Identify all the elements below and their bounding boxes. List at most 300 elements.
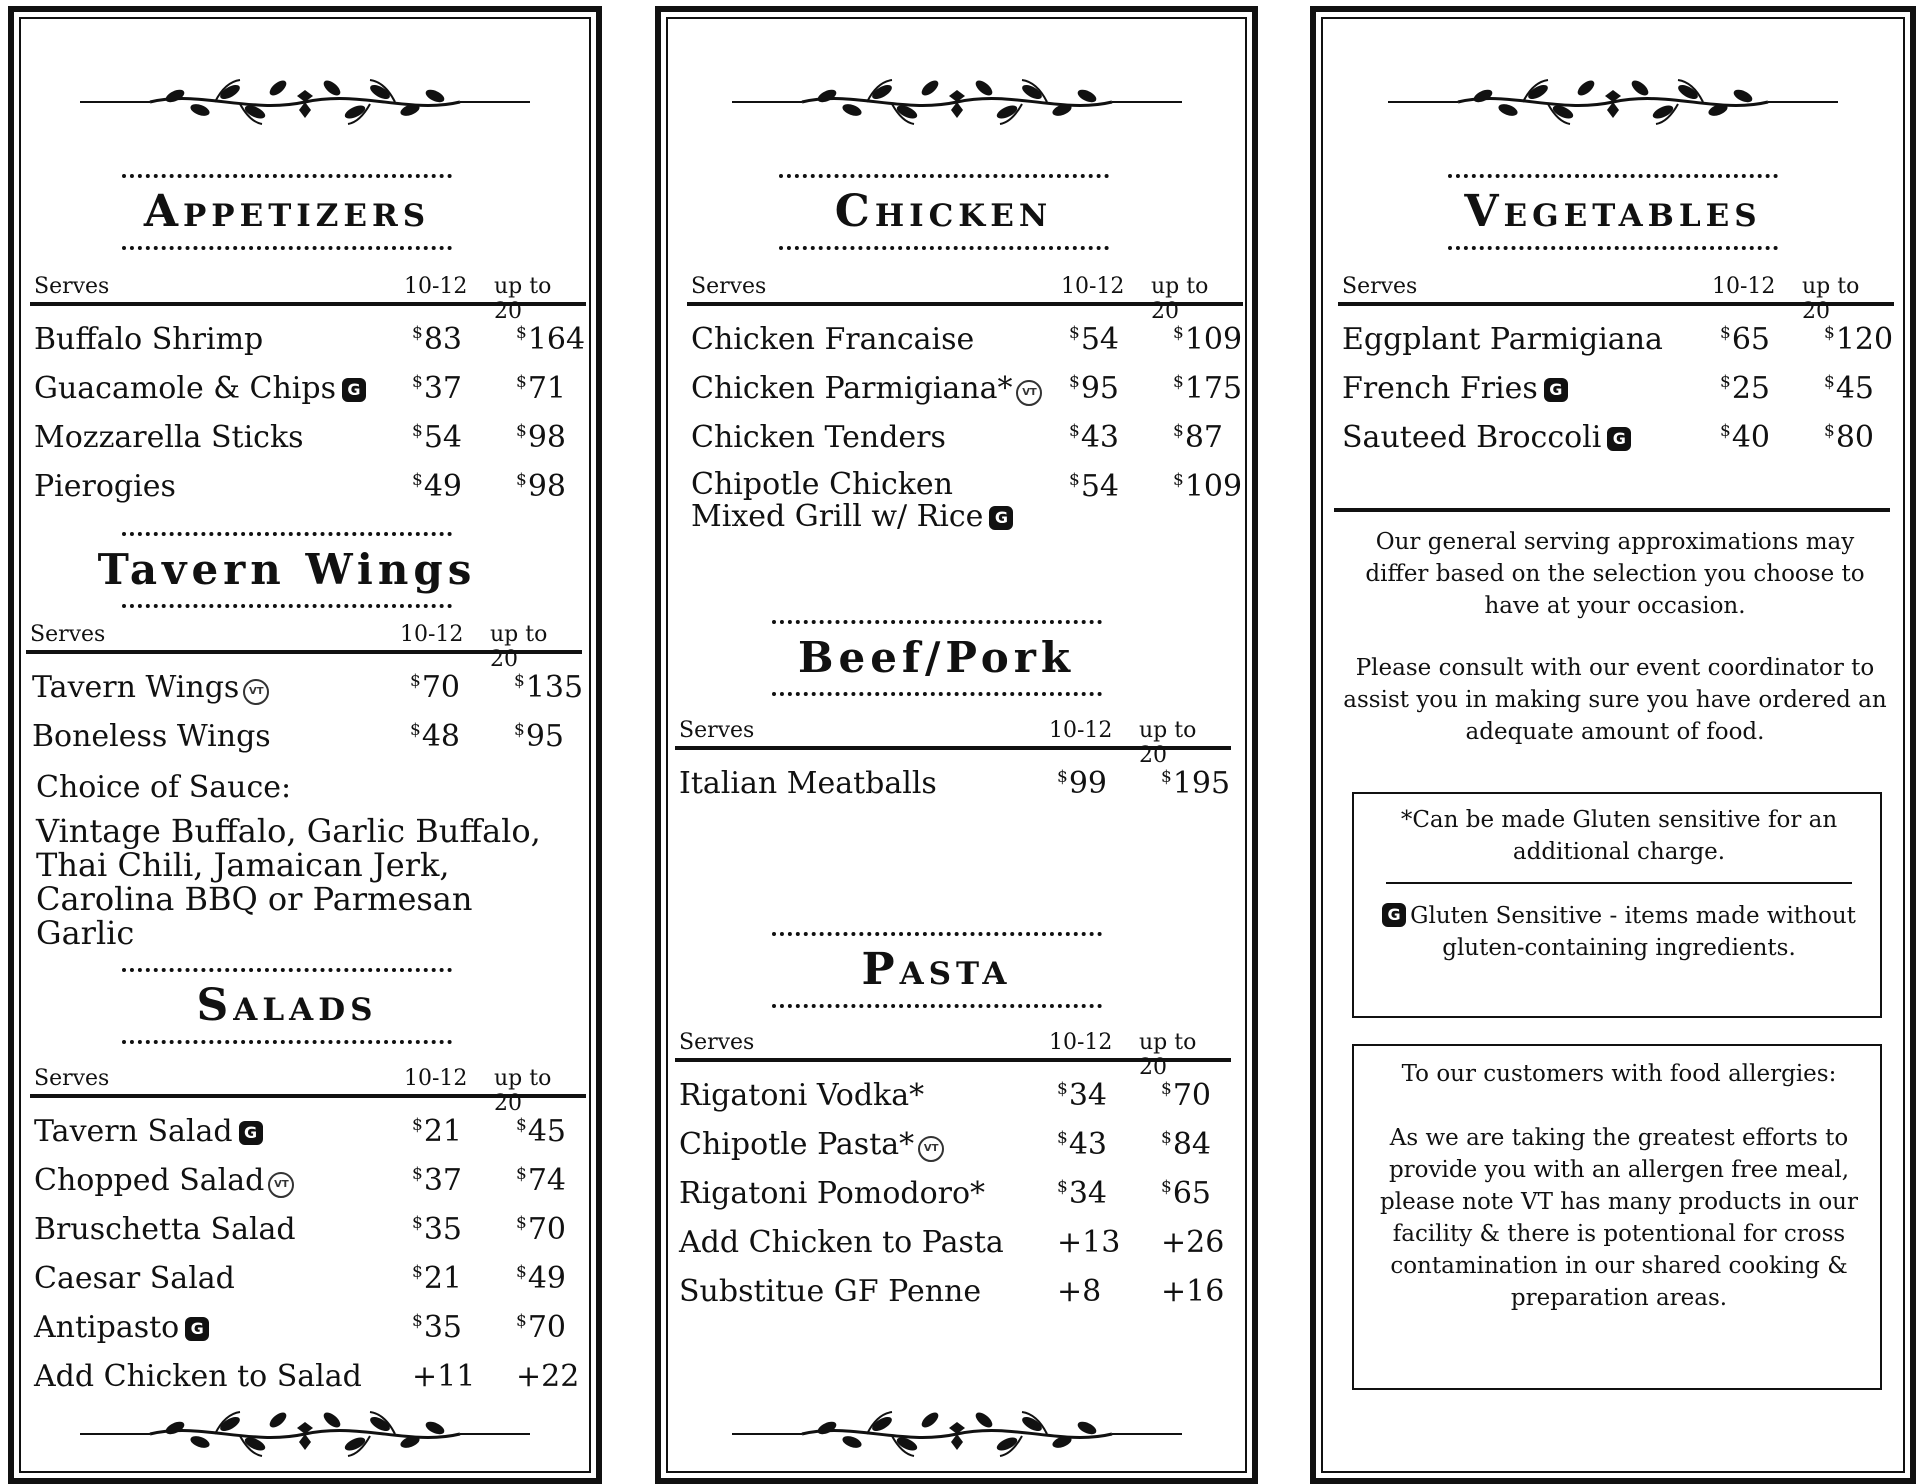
menu-item-name-text: Tavern Wings — [32, 670, 240, 705]
menu-item-row — [1338, 363, 1894, 412]
beef-serves-header — [675, 718, 1231, 768]
dotted-divider — [772, 692, 1102, 696]
serves-label: Serves — [34, 274, 110, 299]
currency-symbol: $ — [1720, 421, 1731, 441]
price-value: +16 — [1161, 1274, 1225, 1309]
allergy-title: To our customers with food allergies: — [1401, 1061, 1837, 1087]
price-10-12 — [412, 1163, 462, 1198]
price-value: 109 — [1184, 469, 1243, 504]
price-value: 109 — [1184, 322, 1243, 357]
menu-item-name-text: Bruschetta Salad — [34, 1212, 296, 1247]
menu-item-name — [34, 420, 304, 455]
price-value: 54 — [1080, 322, 1120, 357]
currency-symbol: $ — [1161, 1128, 1172, 1148]
menu-panel-middle — [655, 6, 1258, 1484]
gluten-badge-icon: G — [1382, 903, 1406, 927]
col-up-to-20-label: up to 20 — [1139, 718, 1197, 768]
price-value: +22 — [516, 1359, 580, 1394]
price-up-to-20 — [1824, 371, 1874, 406]
price-10-12 — [1069, 322, 1119, 357]
currency-symbol: $ — [412, 1115, 423, 1135]
currency-symbol: $ — [1057, 1128, 1068, 1148]
dotted-divider — [122, 174, 452, 178]
vt-badge-icon: VT — [268, 1172, 294, 1198]
currency-symbol: $ — [412, 421, 423, 441]
beef-heading-block — [621, 620, 1252, 696]
currency-symbol: $ — [1824, 421, 1835, 441]
col-up-to-20-label: up to 20 — [494, 274, 552, 324]
gluten-badge-icon: G — [1607, 427, 1631, 451]
wings-title: Tavern Wings — [97, 545, 477, 594]
serves-label: Serves — [34, 1066, 110, 1091]
currency-symbol: $ — [516, 421, 527, 441]
section-divider — [1334, 508, 1890, 512]
price-value: +13 — [1057, 1225, 1121, 1260]
currency-symbol: $ — [1161, 767, 1172, 787]
flourish-ornament-top — [80, 72, 530, 132]
menu-item-name-text: Mozzarella Sticks — [34, 420, 304, 455]
menu-item-name-text: Chicken Francaise — [691, 322, 975, 357]
menu-item-name — [679, 1274, 981, 1309]
pasta-title: Pasta — [861, 944, 1012, 995]
price-value: 65 — [1172, 1176, 1212, 1211]
wings-heading-block — [0, 532, 596, 608]
price-up-to-20 — [516, 371, 566, 406]
currency-symbol: $ — [1057, 1177, 1068, 1197]
price-value: 135 — [525, 670, 584, 705]
dotted-divider — [122, 246, 452, 250]
col-up-to-20-label: up to 20 — [494, 1066, 552, 1116]
price-up-to-20 — [1173, 322, 1242, 357]
currency-symbol: $ — [1069, 421, 1080, 441]
salads-title: Salads — [196, 980, 378, 1031]
menu-item-name — [34, 371, 366, 406]
gluten-badge-icon: G — [185, 1317, 209, 1341]
menu-item-name — [32, 719, 271, 754]
price-up-to-20 — [1824, 322, 1893, 357]
menu-item-name-text: Sauteed Broccoli — [1342, 420, 1602, 455]
vegetables-serves-header — [1338, 274, 1894, 324]
menu-item-row — [675, 1119, 1231, 1168]
menu-item-row — [687, 363, 1243, 412]
price-value: 35 — [423, 1310, 463, 1345]
price-10-12 — [1069, 420, 1119, 455]
currency-symbol: $ — [412, 1164, 423, 1184]
currency-symbol: $ — [412, 323, 423, 343]
menu-item-name-text: Substitue GF Penne — [679, 1274, 982, 1309]
price-value: 195 — [1172, 766, 1231, 801]
price-value: 175 — [1184, 371, 1243, 406]
menu-item-name-text: Italian Meatballs — [679, 766, 937, 801]
menu-item-name-text: Rigatoni Vodka* — [679, 1078, 925, 1113]
col-up-to-20-label: up to 20 — [1802, 274, 1860, 324]
col-10-12-label: 10-12 — [1049, 718, 1113, 743]
allergy-body: As we are taking the greatest efforts to provide you with an allergen free meal, please note VT has many products in our facility & there is potentional for cross contamination in our shared cooking & preparation areas. — [1380, 1125, 1858, 1311]
dotted-divider — [122, 1040, 452, 1044]
currency-symbol: $ — [516, 372, 527, 392]
currency-symbol: $ — [516, 1213, 527, 1233]
col-up-to-20-label: up to 20 — [1139, 1030, 1197, 1080]
menu-item-name-text: Rigatoni Pomodoro* — [679, 1176, 986, 1211]
price-value: 48 — [421, 719, 461, 754]
box-divider — [1386, 882, 1852, 884]
menu-item-name-text: French Fries — [1342, 371, 1538, 406]
menu-item-row — [675, 1168, 1231, 1217]
col-10-12-label: 10-12 — [404, 274, 468, 299]
price-value: 65 — [1731, 322, 1771, 357]
menu-item-row — [1338, 412, 1894, 461]
currency-symbol: $ — [516, 1164, 527, 1184]
menu-item-name — [34, 1261, 235, 1296]
menu-panel-left — [8, 6, 602, 1484]
menu-item-name — [34, 322, 263, 357]
currency-symbol: $ — [410, 671, 421, 691]
price-up-to-20 — [1173, 420, 1223, 455]
menu-item-row — [675, 1070, 1231, 1119]
price-up-to-20 — [514, 719, 564, 754]
price-10-12 — [410, 719, 460, 754]
menu-item-name — [32, 670, 269, 705]
menu-item-name — [34, 1163, 294, 1198]
menu-item-name — [1342, 371, 1568, 406]
price-value: 87 — [1184, 420, 1224, 455]
price-value: +26 — [1161, 1225, 1225, 1260]
gluten-info-box — [1352, 792, 1882, 1018]
currency-symbol: $ — [1720, 372, 1731, 392]
wings-list — [28, 662, 584, 760]
price-10-12 — [412, 322, 462, 357]
price-value: 70 — [527, 1212, 567, 1247]
price-10-12 — [412, 1310, 462, 1345]
currency-symbol: $ — [1069, 323, 1080, 343]
currency-symbol: $ — [1720, 323, 1731, 343]
currency-symbol: $ — [1069, 372, 1080, 392]
price-value: 74 — [527, 1163, 567, 1198]
currency-symbol: $ — [516, 470, 527, 490]
serves-label: Serves — [30, 622, 106, 647]
menu-item-row — [30, 363, 586, 412]
dotted-divider — [122, 604, 452, 608]
menu-item-row — [28, 662, 584, 711]
salads-list — [30, 1106, 586, 1400]
menu-item-row — [675, 1217, 1231, 1266]
menu-item-name — [691, 371, 1042, 406]
menu-item-name-text: Chipotle Pasta* — [679, 1127, 915, 1162]
menu-item-name-text: Boneless Wings — [32, 719, 271, 754]
gluten-badge-icon: G — [239, 1121, 263, 1145]
menu-item-name — [34, 1212, 296, 1247]
menu-item-name-text: Pierogies — [34, 469, 176, 504]
currency-symbol: $ — [1057, 767, 1068, 787]
currency-symbol: $ — [1824, 323, 1835, 343]
price-value: 70 — [527, 1310, 567, 1345]
menu-item-row — [675, 758, 1231, 807]
dotted-divider — [779, 246, 1109, 250]
price-10-12 — [1057, 1225, 1120, 1260]
chicken-heading-block — [635, 174, 1252, 250]
menu-item-name — [691, 420, 946, 455]
gluten-badge-definition — [1374, 900, 1864, 964]
price-value: 45 — [1835, 371, 1875, 406]
price-up-to-20 — [1161, 1078, 1211, 1113]
price-value: 21 — [423, 1114, 463, 1149]
price-value: 71 — [527, 371, 567, 406]
price-10-12 — [410, 670, 460, 705]
appetizers-list — [30, 314, 586, 510]
vegetables-title: Vegetables — [1464, 186, 1762, 237]
gluten-badge-icon: G — [342, 378, 366, 402]
price-10-12 — [1720, 371, 1770, 406]
price-10-12 — [412, 1114, 462, 1149]
flourish-ornament-bottom — [732, 1404, 1182, 1464]
menu-item-name-text: Guacamole & Chips — [34, 371, 336, 406]
price-10-12 — [1057, 1274, 1101, 1309]
menu-item-name — [34, 1114, 263, 1149]
price-10-12 — [1057, 1078, 1107, 1113]
price-value: 34 — [1068, 1176, 1108, 1211]
price-up-to-20 — [1824, 420, 1874, 455]
menu-item-name — [1342, 420, 1631, 455]
currency-symbol: $ — [410, 720, 421, 740]
price-10-12 — [412, 1261, 462, 1296]
gluten-badge-icon: G — [1544, 378, 1568, 402]
menu-item-row — [30, 1253, 586, 1302]
gluten-sensitive-charge-note: *Can be made Gluten sensitive for an additional charge. — [1400, 807, 1838, 865]
currency-symbol: $ — [1161, 1177, 1172, 1197]
menu-item-name-text: Chicken Parmigiana* — [691, 371, 1013, 406]
menu-item-row — [687, 314, 1243, 363]
dotted-divider — [1448, 174, 1778, 178]
price-value: 40 — [1731, 420, 1771, 455]
price-up-to-20 — [516, 1261, 566, 1296]
beef-list — [675, 758, 1231, 807]
menu-item-row — [1338, 314, 1894, 363]
menu-item-name — [34, 1310, 209, 1345]
sauce-options-text: Vintage Buffalo, Garlic Buffalo, Thai Chili, Jamaican Jerk, Carolina BBQ or Parmesan Garlic — [36, 812, 541, 952]
menu-item-row — [30, 1351, 586, 1400]
price-10-12 — [1720, 420, 1770, 455]
salads-serves-header — [30, 1066, 586, 1116]
menu-item-name-text: Chopped Salad — [34, 1163, 265, 1198]
menu-item-name-text: Eggplant Parmigiana — [1342, 322, 1663, 357]
menu-item-name-text: Tavern Salad — [34, 1114, 233, 1149]
menu-panel-right — [1310, 6, 1916, 1484]
price-value: 21 — [423, 1261, 463, 1296]
price-10-12 — [1720, 322, 1770, 357]
menu-item-row — [30, 314, 586, 363]
col-up-to-20-label: up to 20 — [490, 622, 548, 672]
price-up-to-20 — [516, 1359, 579, 1394]
price-up-to-20 — [1161, 766, 1230, 801]
price-up-to-20 — [516, 469, 566, 504]
price-value: 54 — [1080, 469, 1120, 504]
menu-item-row — [687, 461, 1243, 535]
price-up-to-20 — [516, 1310, 566, 1345]
pasta-heading-block — [621, 932, 1252, 1008]
currency-symbol: $ — [516, 1115, 527, 1135]
dotted-divider — [772, 932, 1102, 936]
col-10-12-label: 10-12 — [1049, 1030, 1113, 1055]
flourish-ornament-bottom — [80, 1404, 530, 1464]
currency-symbol: $ — [1824, 372, 1835, 392]
price-10-12 — [1057, 766, 1107, 801]
menu-item-row — [30, 1204, 586, 1253]
price-value: 84 — [1172, 1127, 1212, 1162]
price-value: 98 — [527, 420, 567, 455]
currency-symbol: $ — [1173, 421, 1184, 441]
col-10-12-label: 10-12 — [1061, 274, 1125, 299]
currency-symbol: $ — [1057, 1079, 1068, 1099]
currency-symbol: $ — [412, 1262, 423, 1282]
serves-label: Serves — [679, 1030, 755, 1055]
price-up-to-20 — [1173, 371, 1242, 406]
currency-symbol: $ — [516, 323, 527, 343]
price-value: 54 — [423, 420, 463, 455]
currency-symbol: $ — [1173, 470, 1184, 490]
flourish-ornament-top — [1388, 72, 1838, 132]
menu-item-row — [30, 1302, 586, 1351]
currency-symbol: $ — [1173, 372, 1184, 392]
menu-item-row — [30, 461, 586, 510]
price-up-to-20 — [1161, 1127, 1211, 1162]
menu-item-row — [28, 711, 584, 760]
pasta-list — [675, 1070, 1231, 1315]
currency-symbol: $ — [514, 720, 525, 740]
price-10-12 — [412, 469, 462, 504]
price-value: 98 — [527, 469, 567, 504]
beef-title: Beef/Pork — [797, 633, 1076, 682]
price-10-12 — [412, 1212, 462, 1247]
price-value: 164 — [527, 322, 586, 357]
currency-symbol: $ — [412, 1311, 423, 1331]
currency-symbol: $ — [412, 372, 423, 392]
salads-heading-block — [0, 968, 596, 1044]
price-value: 43 — [1068, 1127, 1108, 1162]
menu-item-row — [675, 1266, 1231, 1315]
price-up-to-20 — [1173, 469, 1242, 504]
price-value: 99 — [1068, 766, 1108, 801]
dotted-divider — [122, 532, 452, 536]
menu-item-name — [34, 469, 176, 504]
price-10-12 — [412, 371, 462, 406]
price-value: 83 — [423, 322, 463, 357]
currency-symbol: $ — [514, 671, 525, 691]
price-10-12 — [1057, 1127, 1107, 1162]
consult-coordinator-note: Please consult with our event coordinator to assist you in making sure you have ordered an adequate amount of food. — [1343, 655, 1887, 745]
price-value: 49 — [527, 1261, 567, 1296]
menu-item-name — [679, 1078, 924, 1113]
menu-item-row — [30, 412, 586, 461]
price-value: 37 — [423, 371, 463, 406]
menu-item-name — [1342, 322, 1663, 357]
menu-item-name-text: Add Chicken to Salad — [34, 1359, 362, 1394]
serves-label: Serves — [1342, 274, 1418, 299]
dotted-divider — [779, 174, 1109, 178]
pasta-serves-header — [675, 1030, 1231, 1080]
serves-label: Serves — [691, 274, 767, 299]
price-up-to-20 — [1161, 1176, 1211, 1211]
menu-item-name — [679, 1225, 1004, 1260]
menu-item-name — [691, 469, 1051, 533]
vt-badge-icon: VT — [918, 1136, 944, 1162]
dotted-divider — [772, 1004, 1102, 1008]
chicken-title: Chicken — [834, 186, 1053, 237]
chicken-serves-header — [687, 274, 1243, 324]
price-value: 43 — [1080, 420, 1120, 455]
menu-item-name-text: Chipotle Chicken Mixed Grill w/ Rice — [691, 467, 984, 534]
menu-item-name-text: Buffalo Shrimp — [34, 322, 264, 357]
appetizers-heading-block — [0, 174, 596, 250]
sauce-choice-label: Choice of Sauce: — [36, 770, 292, 805]
price-value: 70 — [1172, 1078, 1212, 1113]
price-10-12 — [1069, 371, 1119, 406]
price-10-12 — [412, 1359, 475, 1394]
col-10-12-label: 10-12 — [404, 1066, 468, 1091]
gluten-definition-text: Gluten Sensitive - items made without gluten-containing ingredients. — [1410, 903, 1856, 961]
col-10-12-label: 10-12 — [400, 622, 464, 647]
price-value: 35 — [423, 1212, 463, 1247]
vegetables-list — [1338, 314, 1894, 461]
menu-item-name-text: Add Chicken to Pasta — [679, 1225, 1004, 1260]
price-10-12 — [1057, 1176, 1107, 1211]
price-value: +11 — [412, 1359, 476, 1394]
price-value: 45 — [527, 1114, 567, 1149]
appetizers-title: Appetizers — [143, 186, 431, 237]
price-value: 70 — [421, 670, 461, 705]
chicken-list — [687, 314, 1243, 535]
dotted-divider — [772, 620, 1102, 624]
currency-symbol: $ — [412, 1213, 423, 1233]
price-value: 37 — [423, 1163, 463, 1198]
col-up-to-20-label: up to 20 — [1151, 274, 1209, 324]
menu-item-row — [687, 412, 1243, 461]
menu-item-name-text: Caesar Salad — [34, 1261, 235, 1296]
wings-serves-header — [26, 622, 582, 672]
price-up-to-20 — [516, 1212, 566, 1247]
dotted-divider — [1448, 246, 1778, 250]
currency-symbol: $ — [1161, 1079, 1172, 1099]
price-10-12 — [1069, 469, 1119, 504]
price-value: 80 — [1835, 420, 1875, 455]
price-up-to-20 — [516, 1114, 566, 1149]
price-up-to-20 — [514, 670, 583, 705]
price-up-to-20 — [1161, 1274, 1224, 1309]
menu-item-row — [30, 1106, 586, 1155]
vt-badge-icon: VT — [1016, 380, 1042, 406]
menu-item-name — [691, 322, 974, 357]
gluten-badge-icon: G — [989, 506, 1013, 530]
vegetables-heading-block — [1316, 174, 1910, 250]
flourish-ornament-top — [732, 72, 1182, 132]
allergy-info-box — [1352, 1044, 1882, 1390]
currency-symbol: $ — [1173, 323, 1184, 343]
menu-item-name — [34, 1359, 362, 1394]
price-value: 34 — [1068, 1078, 1108, 1113]
currency-symbol: $ — [412, 470, 423, 490]
price-value: 25 — [1731, 371, 1771, 406]
menu-item-name — [679, 1176, 985, 1211]
price-value: 120 — [1835, 322, 1894, 357]
menu-item-row — [30, 1155, 586, 1204]
price-up-to-20 — [1161, 1225, 1224, 1260]
dotted-divider — [122, 968, 452, 972]
vt-badge-icon: VT — [243, 679, 269, 705]
currency-symbol: $ — [1069, 470, 1080, 490]
serves-label: Serves — [679, 718, 755, 743]
currency-symbol: $ — [516, 1311, 527, 1331]
appetizers-serves-header — [30, 274, 586, 324]
price-up-to-20 — [516, 322, 585, 357]
